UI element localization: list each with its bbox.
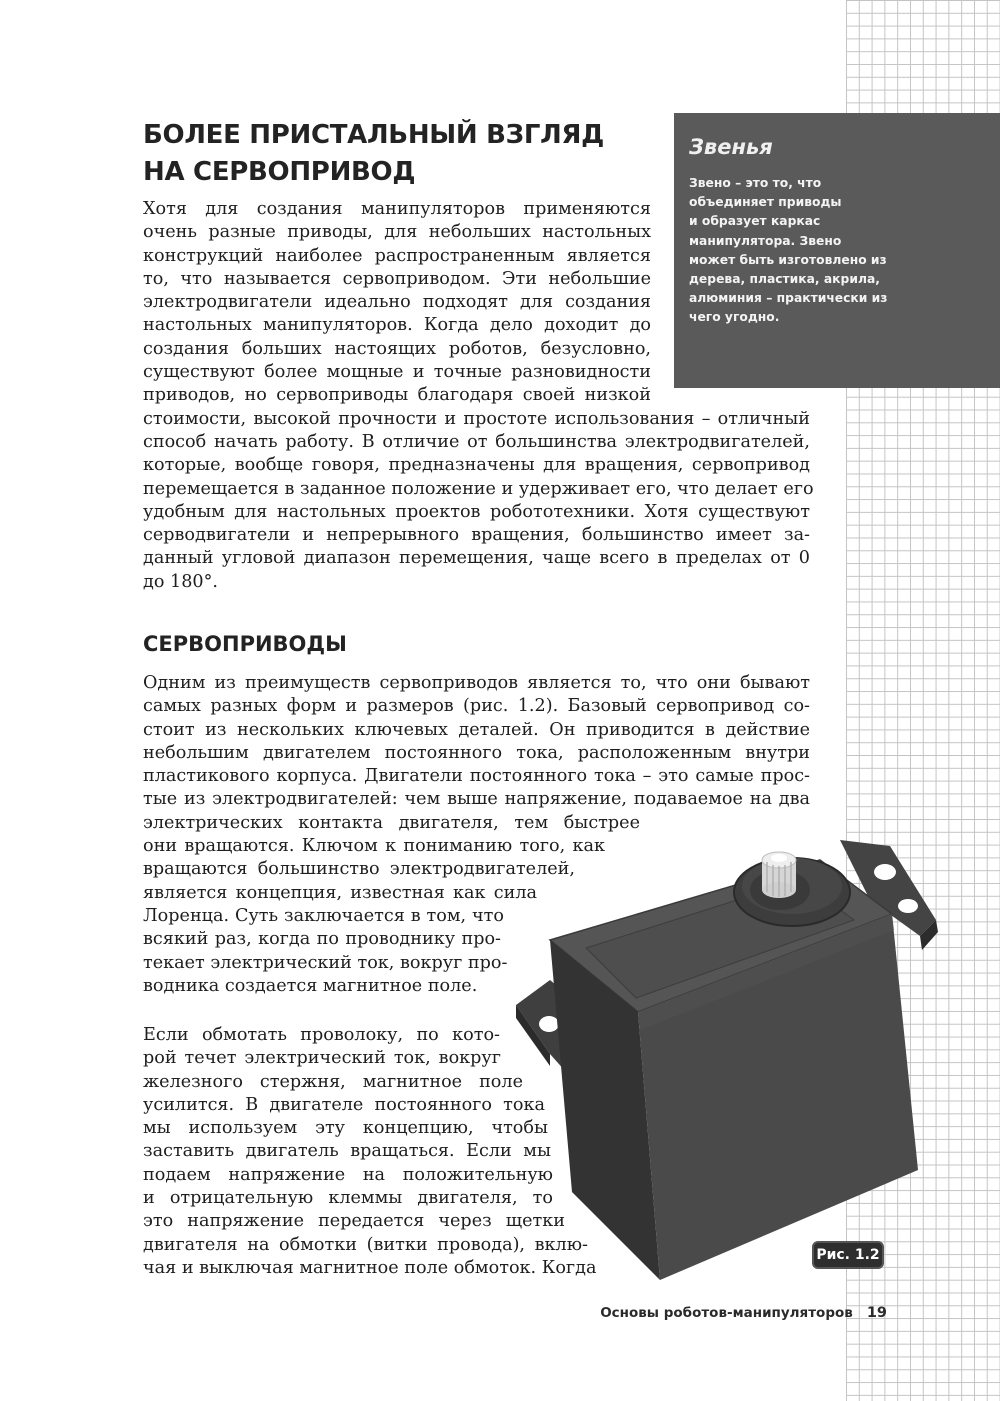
text-line: стоимости, высокой прочности и простоте использования – отличный (143, 408, 810, 429)
text-line: небольшим двигателем постоянного тока, расположенным внутри (143, 742, 810, 763)
text-line: серводвигатели и непрерывного вращения, большинство имеет за- (143, 525, 810, 546)
text-line: рой течет электрический ток, вокруг (143, 1048, 501, 1069)
subsection-heading: СЕРВОПРИВОДЫ (143, 632, 347, 656)
text-line: данный угловой диапазон перемещения, чаще всего в пределах от 0 (143, 548, 810, 569)
text-line: это напряжение передается через щетки (143, 1211, 565, 1232)
text-line: они вращаются. Ключом к пониманию того, как (143, 836, 605, 857)
text-line: вращаются большинство электродвигателей, (143, 859, 575, 880)
text-line: приводов, но сервоприводы благодаря своей низкой (143, 385, 651, 406)
section-heading: БОЛЕЕ ПРИСТАЛЬНЫЙ ВЗГЛЯД НА СЕРВОПРИВОД (143, 120, 604, 187)
servo-illustration (510, 840, 950, 1290)
text-line: электродвигатели идеально подходят для создания (143, 292, 651, 313)
text-line: двигателя на обмотки (витки провода), вклю- (143, 1234, 588, 1255)
text-line: перемещается в заданное положение и удерживает его, что делает его (143, 478, 814, 499)
text-line: Лоренца. Суть заключается в том, что (143, 905, 504, 926)
text-line: подаем напряжение на положительную (143, 1164, 553, 1185)
paragraph-intro (143, 198, 814, 594)
text-line: то, что называется сервоприводом. Эти небольшие (143, 268, 651, 289)
page-footer (600, 1305, 887, 1321)
figure-label: Рис. 1.2 (812, 1241, 884, 1269)
text-line: чая и выключая магнитное поле обмоток. Когда (143, 1257, 597, 1278)
text-line: самых разных форм и размеров (рис. 1.2). Базовый сервопривод со- (143, 696, 810, 717)
text-line: мы используем эту концепцию, чтобы (143, 1118, 548, 1139)
text-line: всякий раз, когда по проводнику про- (143, 929, 501, 950)
text-line: заставить двигатель вращаться. Если мы (143, 1141, 551, 1162)
text-line: до 180°. (143, 571, 218, 592)
text-line: тые из электродвигателей: чем выше напряжение, подаваемое на два (143, 789, 810, 810)
text-line: Одним из преимуществ сервоприводов является то, что они бывают (143, 673, 810, 693)
text-line: усилится. В двигателе постоянного тока (143, 1094, 545, 1115)
text-line: настольных манипуляторов. Когда дело доходит до (143, 315, 651, 336)
text-line: стоит из нескольких ключевых деталей. Он приводится в действие (143, 719, 810, 740)
text-line: создания больших настоящих роботов, безусловно, (143, 338, 651, 359)
text-line: водника создается магнитное поле. (143, 975, 478, 996)
text-line: электрических контакта двигателя, тем быстрее (143, 812, 640, 833)
text-line: и отрицательную клеммы двигателя, то (143, 1188, 553, 1209)
footer-title: Основы роботов-манипуляторов (600, 1305, 853, 1321)
text-line: Хотя для создания манипуляторов применяются (143, 199, 651, 219)
text-line: конструкций наиболее распространенным является (143, 245, 651, 266)
text-line: способ начать работу. В отличие от большинства электродвигателей, (143, 431, 810, 452)
text-line: железного стержня, магнитное поле (143, 1071, 523, 1092)
sidebar-title: Звенья (689, 135, 773, 159)
text-line: пластикового корпуса. Двигатели постоянного тока – это самые прос- (143, 766, 810, 787)
page-number: 19 (866, 1305, 887, 1321)
sidebar-text: Звено – это то, что объединяет приводы и образует каркас манипулятора. Звено может быть изготовлено из дерева, пластика, акрила, алюминия – практически из чего угодно. (689, 176, 888, 325)
text-line: существуют более мощные и точные разновидности (143, 362, 651, 383)
text-line: является концепция, известная как сила (143, 882, 537, 903)
text-line: текает электрический ток, вокруг про- (143, 952, 508, 973)
text-line: очень разные приводы, для небольших настольных (143, 222, 651, 243)
text-line: которые, вообще говоря, предназначены для вращения, сервопривод (143, 455, 810, 476)
text-line: удобным для настольных проектов робототехники. Хотя существуют (143, 501, 810, 522)
text-line: Если обмотать проволоку, по кото- (143, 1025, 500, 1045)
